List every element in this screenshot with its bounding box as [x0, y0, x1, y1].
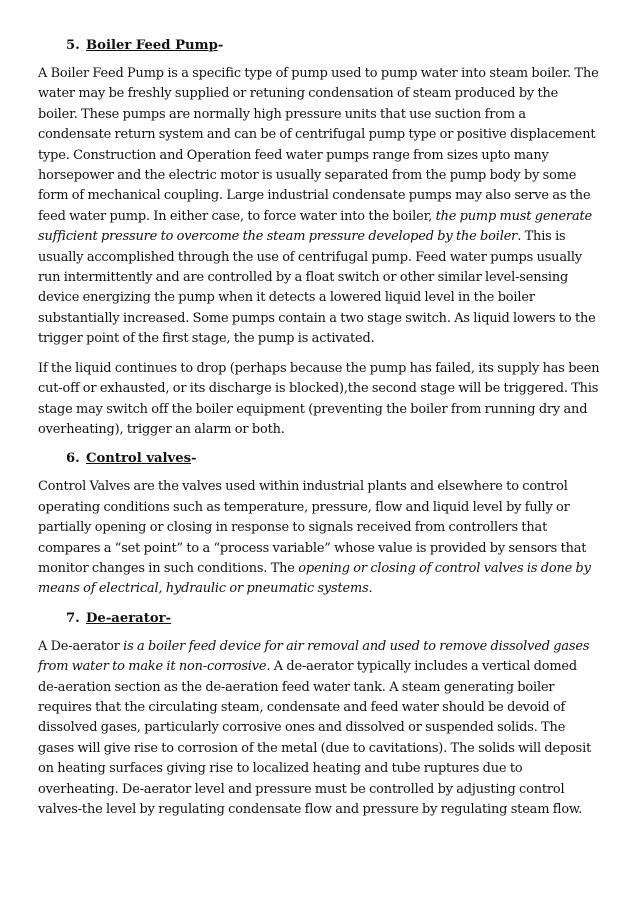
section-title-suffix: - [217, 38, 224, 53]
section-number: 7. [66, 610, 80, 626]
section-heading-control-valves [66, 449, 600, 468]
section-title-suffix: - [191, 451, 197, 467]
section-number: 5. [66, 38, 80, 53]
text-run: A Boiler Feed Pump is a specific type of pump used to pump water into steam boiler. The water may be freshly supplied or retuning condensation of steam produced by the boiler. These pumps are normally high pressure units that use suction from a condensate return system and can be of centrifugal pump type or positive displacement type. Construction and Operation feed water pumps range from sizes upto many horsepower and the electric motor is usually separated from the pump body by some form of mechanical coupling. Large industrial condensate pumps may also serve as the feed water pump. In either case, to force water into the boiler, [38, 66, 599, 224]
paragraph-boiler-feed-pump-1 [38, 64, 600, 350]
section-title: Boiler Feed Pump [86, 38, 218, 53]
section-title: De-aerator- [86, 610, 172, 626]
section-heading-boiler-feed-pump [66, 36, 600, 55]
text-run: A de-aerator typically includes a vertical domed de-aeration section as the de-aeration feed water tank. A steam generating boiler requires that the circulating steam, condensate and feed water should be devoid of dissolved gases, particularly corrosive ones and dissolved or suspended solids. The gases will give rise to corrosion of the metal (due to cavitations). The solids will deposit on heating surfaces giving rise to localized heating and tube ruptures due to overheating. De-aerator level and pressure must be controlled by adjusting control valves-the level by regulating condensate flow and pressure by regulating steam flow. [38, 659, 592, 817]
text-run: Control Valves are the valves used within industrial plants and elsewhere to control operating conditions such as temperature, pressure, flow and liquid level by fully or partially opening or closing in response to signals received from controllers that compares a “set point” to a “process variable” whose value is provided by sensors that monitor changes in such conditions. The [38, 479, 587, 576]
emphasis-text: is a boiler feed device for air removal and used to remove dissolved gases from water to make it non-corrosive. [38, 638, 590, 675]
section-heading-de-aerator [66, 609, 600, 628]
paragraph-boiler-feed-pump-2: If the liquid continues to drop (perhaps because the pump has failed, its supply has been cut-off or exhausted, or its discharge is blocked),the second stage will be triggered. This stage may switch off the boiler equipment (preventing the boiler from running dry and overheating), trigger an alarm or both. [38, 360, 600, 437]
emphasis-text: the pump must generate sufficient pressure to overcome the steam pressure developed by the boiler [38, 208, 592, 245]
emphasis-text: opening or closing of control valves is done by means of electrical, hydraulic or pneumatic systems. [38, 560, 591, 597]
text-run: A De-aerator [38, 638, 124, 654]
paragraph-control-valves [38, 477, 600, 599]
text-run: . This is usually accomplished through the use of centrifugal pump. Feed water pumps usually run intermittently and are controlled by a float switch or other similar level-sensing device energizing the pump when it detects a lowered liquid level in the boiler substantially increased. Some pumps contain a two stage switch. As liquid lowers to the trigger point of the first stage, the pump is activated. [38, 229, 596, 347]
section-title: Control valves [86, 451, 192, 467]
paragraph-de-aerator [38, 637, 600, 821]
section-number: 6. [66, 451, 80, 467]
